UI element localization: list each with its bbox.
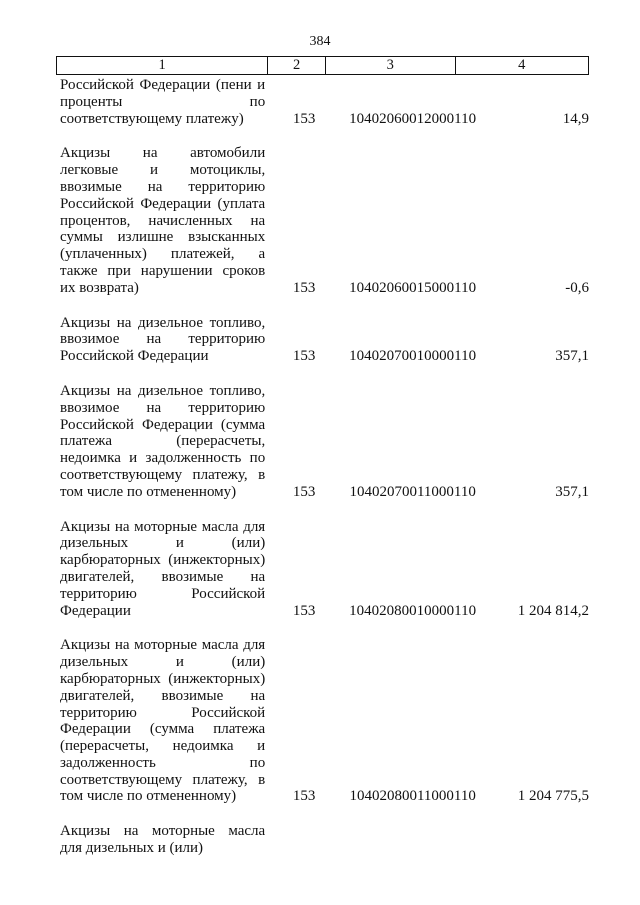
revenue-name-line: Федерации [60,602,131,619]
revenue-name-cell [56,145,265,296]
revenue-name-line: их возврата) [60,279,139,296]
admin-code-cell: 153 [292,602,316,619]
revenue-name-line: дизельных и (или) [60,654,266,671]
revenue-name-line: соответствующему платежу) [60,110,244,127]
revenue-name-line: задолженность по [60,754,266,771]
revenue-name-line: том числе по отмененному) [60,788,237,805]
revenue-name-line: ввозимые на территорию [60,178,266,195]
classification-code-cell: 10402080011000110 [349,788,476,805]
admin-code-cell: 153 [292,788,316,805]
revenue-name-cell [56,519,265,620]
table-row [56,383,589,501]
admin-code-cell: 153 [292,110,316,127]
revenue-name-line: проценты по [60,93,266,110]
column-header-3: 3 [326,57,456,74]
revenue-name-line: суммы излишне взысканных [60,229,266,246]
table-row [56,637,589,805]
revenue-name-line: Акцизы на моторные масла для [60,637,266,654]
table-body [56,77,589,857]
amount-cell: 357,1 [555,483,589,500]
budget-table [56,56,589,875]
revenue-name-line: том числе по отмененному) [60,483,237,500]
revenue-name-line: Российской Федерации (сумма [60,416,266,433]
revenue-name-line: процентов, начисленных на [60,212,266,229]
amount-cell: 357,1 [555,348,589,365]
revenue-name-line: Акцизы на моторные масла [60,823,266,840]
revenue-name-line: ввозимое на территорию [60,399,266,416]
revenue-name-line: двигателей, ввозимые на [60,568,266,585]
revenue-name-line: также при нарушении сроков [60,262,266,279]
classification-code-cell: 10402080010000110 [349,602,477,619]
revenue-name-line: для дизельных и (или) [60,840,203,857]
revenue-name-line: (перерасчеты, недоимка и [60,738,266,755]
classification-code-cell: 10402060015000110 [349,279,477,296]
revenue-name-line: карбюраторных (инжекторных) [60,670,266,687]
revenue-name-line: Российской Федерации [60,348,209,365]
table-row [56,145,589,296]
revenue-name-line: Российской Федерации (уплата [60,195,266,212]
revenue-name-line: территорию Российской [60,704,266,721]
table-row [56,519,589,620]
amount-cell: 14,9 [562,110,589,127]
revenue-name-line: соответствующему платежу, в [60,771,266,788]
revenue-name-line: недоимка и задолженность по [60,450,266,467]
page-number: 384 [309,34,331,49]
revenue-name-cell [56,77,265,127]
table-row [56,315,589,365]
revenue-name-line: соответствующему платежу, в [60,466,266,483]
revenue-name-line: легковые и мотоциклы, [60,162,266,179]
revenue-name-cell [56,823,265,857]
classification-code-cell: 10402070011000110 [349,483,476,500]
revenue-name-line: Акцизы на дизельное топливо, [60,382,266,399]
revenue-name-line: Акцизы на автомобили [60,145,266,162]
revenue-name-cell [56,637,265,805]
revenue-name-cell [56,315,265,365]
column-header-4: 4 [518,57,526,73]
revenue-name-line: Акцизы на дизельное топливо, [60,314,266,331]
revenue-name-line: Федерации (сумма платежа [60,721,266,738]
revenue-name-line: территорию Российской [60,585,266,602]
admin-code-cell: 153 [292,348,316,365]
table-row [56,823,589,857]
revenue-name-line: двигателей, ввозимые на [60,687,266,704]
amount-cell: -0,6 [565,279,589,296]
revenue-name-line: Российской Федерации (пени и [60,77,266,93]
revenue-name-line: платежа (перерасчеты, [60,433,266,450]
revenue-name-line: Акцизы на моторные масла для [60,518,266,535]
classification-code-cell: 10402060012000110 [349,110,477,127]
column-header-2: 2 [268,57,326,74]
column-header-1: 1 [57,57,268,74]
revenue-name-line: дизельных и (или) [60,535,266,552]
revenue-name-line: ввозимое на территорию [60,331,266,348]
amount-cell: 1 204 814,2 [517,602,589,619]
amount-cell: 1 204 775,5 [517,788,589,805]
table-row [56,77,589,127]
revenue-name-line: (уплаченных) платежей, а [60,246,266,263]
revenue-name-cell [56,383,265,501]
admin-code-cell: 153 [292,279,316,296]
table-header-row [56,56,589,75]
classification-code-cell: 10402070010000110 [349,348,477,365]
admin-code-cell: 153 [292,483,316,500]
revenue-name-line: карбюраторных (инжекторных) [60,552,266,569]
